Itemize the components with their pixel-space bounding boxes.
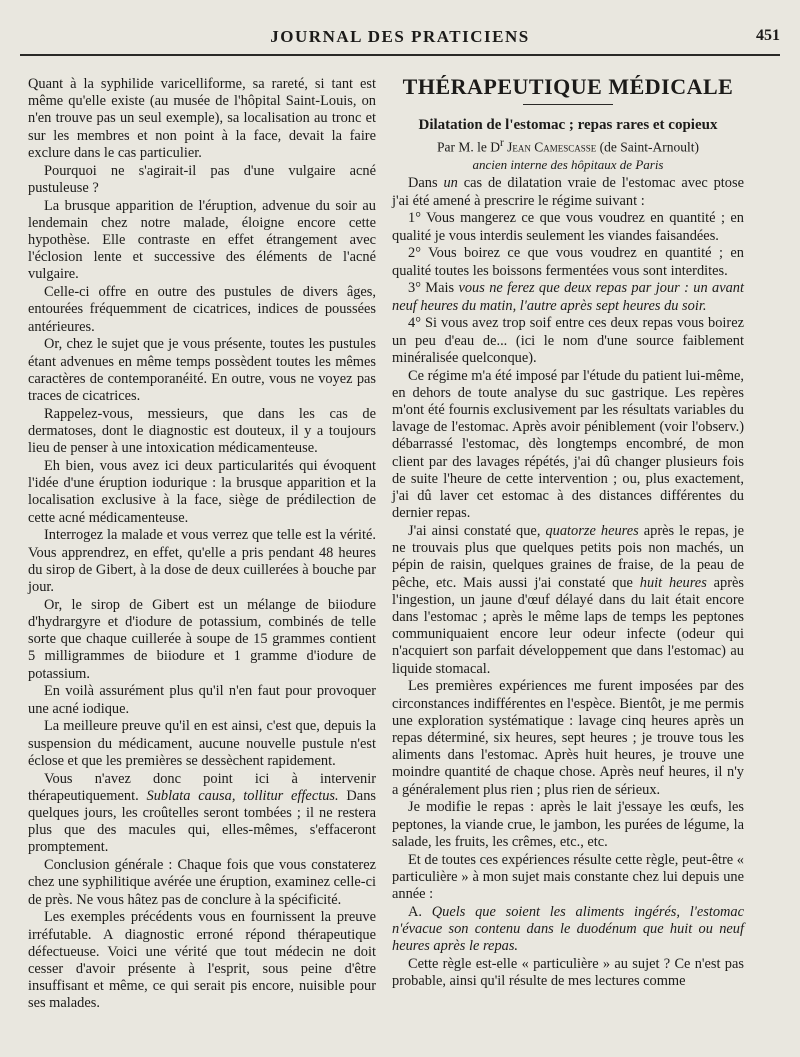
text-run: cas de dilatation vraie de l'estomac avec ptose j'ai été amené à prescrire le régime suivant : <box>392 175 744 209</box>
regime-rule-1: 1° Vous mangerez ce que vous voudrez en quantité ; en qualité je vous interdis seulement les viandes faisandées. <box>392 210 744 244</box>
conclusion-paragraph: Conclusion générale : Chaque fois que vous constaterez chez une syphilitique avérée une éruption, examinez celle-ci de près. Ne vous hâtez pas de conclure à la spécificité. <box>28 857 376 908</box>
paragraph: Quant à la syphilide varicelliforme, sa rareté, si tant est même qu'elle existe (au musée de l'hôpital Saint-Louis, on n'en trouve pas un seul exemple), sa localisation au tronc et sur les membres et non point à la face, devait la faire exclure dans le cas particulier. <box>28 76 376 161</box>
paragraph: Pourquoi ne s'agirait-il pas d'une vulgaire acné pustuleuse ? <box>28 162 376 196</box>
byline-suffix: (de Saint-Arnoult) <box>596 139 699 155</box>
left-column <box>28 76 376 1013</box>
paragraph: En voilà assurément plus qu'il n'en faut pour provoquer une acné iodique. <box>28 683 376 717</box>
emphasis: Quels que soient les aliments ingérés, l'estomac n'évacue son contenu dans le duodénum que huit ou neuf heures après le repas. <box>392 903 744 955</box>
text-run: A. <box>408 903 432 920</box>
emphasis: huit heures <box>639 574 707 591</box>
text-run: J'ai ainsi constaté que, <box>408 522 546 539</box>
paragraph: Eh bien, vous avez ici deux particularités qui évoquent l'idée d'une éruption iodurique : la brusque apparition et la localisation exclusive à la face, siège de prédilection de cette acné médicamenteuse. <box>28 458 376 526</box>
rule-a <box>392 904 744 956</box>
text-run: Dans quelques jours, les croûtelles seront tombées ; il ne restera plus que des macules qui, elles-mêmes, s'effaceront promptement. <box>28 787 376 856</box>
text-run: Vous n'avez donc point ici à intervenir thérapeutiquement. <box>28 770 376 804</box>
paragraph: Celle-ci offre en outre des pustules de divers âges, entourées fréquemment de cicatrices, indices de poussées antérieures. <box>28 284 376 335</box>
text-run: après l'ingestion, un jaune d'œuf délayé dans du lait était encore dans l'estomac ; après le même laps de temps les peptones communiquaient encore leur odeur infecte (odeur qui n'acquiert son parfait développement que dans l'estomac) au liquide stomacal. <box>392 574 744 677</box>
article-title: Dilatation de l'estomac ; repas rares et copieux <box>418 117 718 134</box>
regime-rule-3 <box>392 280 744 314</box>
paragraph: Je modifie le repas : après le lait j'essaye les œufs, les peptones, la viande crue, le jambon, les purées de légume, la salade, les fruits, les crêmes, etc., etc. <box>392 799 744 850</box>
running-title: JOURNAL DES PRATICIENS <box>270 27 530 46</box>
text-run: Dans <box>408 175 444 192</box>
page-number: 451 <box>756 27 780 44</box>
paragraph: Les premières expériences me furent imposées par des circonstances indifférentes en l'espèce. Bientôt, je me permis une exploration systématique : lavage cinq heures après un repas déterminé, six heures, sept heures ; je trouve tous les aliments dans l'estomac. Après huit heures, je trouve une moindre quantité de chaque chose. Après neuf heures, il n'y a généralement plus rien ; plus rien de sérieux. <box>392 678 744 798</box>
regime-rule-2: 2° Vous boirez ce que vous voudrez en quantité ; en qualité toutes les boissons fermentées vous sont interdites. <box>392 245 744 279</box>
paragraph: Or, le sirop de Gibert est un mélange de biiodure d'hydrargyre et d'iodure de potassium, combinés de telle sorte que chaque cuillerée à soupe de 15 grammes contient 5 milligrammes de biiodure et 1 gramme d'iodure de potassium. <box>28 596 376 682</box>
intro-paragraph <box>392 175 744 209</box>
section-title: THÉRAPEUTIQUE MÉDICALE <box>392 78 744 113</box>
regime-rule-4: 4° Si vous avez trop soif entre ces deux repas vous boirez un peu d'eau de... (ici le nom d'une source faiblement minéralisée quelconque). <box>392 315 744 366</box>
emphasis: quatorze heures <box>545 522 639 539</box>
paragraph: Or, chez le sujet que je vous présente, toutes les pustules étant advenues en même temps possèdent toutes les mêmes caractères de contemporanéité. En outre, vous ne voyez pas traces de cicatrices. <box>28 336 376 405</box>
paragraph: La brusque apparition de l'éruption, advenue du soir au lendemain chez notre malade, éloigne encore cette hypothèse. Elle contraste en effet étrangement avec l'éclosion lente et successive des éléments de l'acné vulgaire. <box>28 197 376 283</box>
paragraph: Cette règle est-elle « particulière » au sujet ? Ce n'est pas probable, ainsi qu'il résulte de mes lectures comme <box>392 955 744 990</box>
therapy-paragraph <box>28 771 376 857</box>
latin-maxim: Sublata causa, tollitur effectus. <box>146 787 339 804</box>
emphasis: vous ne ferez que deux repas par jour : un avant neuf heures du matin, l'autre après sept heures du soir. <box>392 280 744 314</box>
paragraph: Et de toutes ces expériences résulte cette règle, peut-être « particulière » à mon sujet mais constante chez lui depuis une année : <box>392 851 744 902</box>
right-column <box>392 76 744 990</box>
author-role: ancien interne des hôpitaux de Paris <box>472 157 664 173</box>
paragraph: Les exemples précédents vous en fournissent la preuve irréfutable. A diagnostic erroné répond thérapeutique défectueuse. Voici une vérité que tout médecin ne doit cesser d'avoir présente à l'esprit, sous peine d'être insuffisant et même, ce qui serait pis encore, nuisible pour ses malades. <box>28 909 376 1012</box>
paragraph: Interrogez la malade et vous verrez que telle est la vérité. Vous apprendrez, en effet, qu'elle a pris pendant 48 heures du sirop de Gibert, à la dose de deux cuillerées à bouche par jour. <box>28 527 376 596</box>
author-name: Jean Camescasse <box>507 139 597 155</box>
text-run: après le repas, je ne trouvais plus que quelques petits pois non machés, un pépin de raisin, quelques graines de fraise, de la peau de pêche, etc. Mais aussi j'ai constaté que <box>392 522 744 591</box>
paragraph: La meilleure preuve qu'il en est ainsi, c'est que, depuis la suspension du médicament, aucune nouvelle pustule n'est éclose et que les premières se dessèchent rapidement. <box>28 718 376 769</box>
paragraph: Rappelez-vous, messieurs, que dans les cas de dermatoses, dont le diagnostic est douteux, il y a toujours lieu de penser à une intoxication médicamenteuse. <box>28 405 376 457</box>
byline-prefix: Par M. le D <box>436 139 500 155</box>
text-run: 3° Mais <box>408 280 459 297</box>
paragraph <box>392 523 744 678</box>
emphasis: un <box>443 175 458 192</box>
byline-superscript: r <box>499 137 504 150</box>
paragraph: Ce régime m'a été imposé par l'étude du patient lui-même, en dehors de toute analyse du suc gastrique. Les repères m'ont été fournis exclusivement par les résultats variables du lavage de l'estomac. Après avoir péniblement (voir l'observ.) débarrassé l'estomac, dès longtemps encombré, de mon client par des lavages répétés, j'ai dû changer plusieurs fois de suite l'heure de cette intervention ; ou, plus exactement, j'ai dû laver cet estomac à des distances différentes du dernier repas. <box>392 367 744 522</box>
page-header <box>20 24 780 56</box>
byline <box>392 135 744 156</box>
